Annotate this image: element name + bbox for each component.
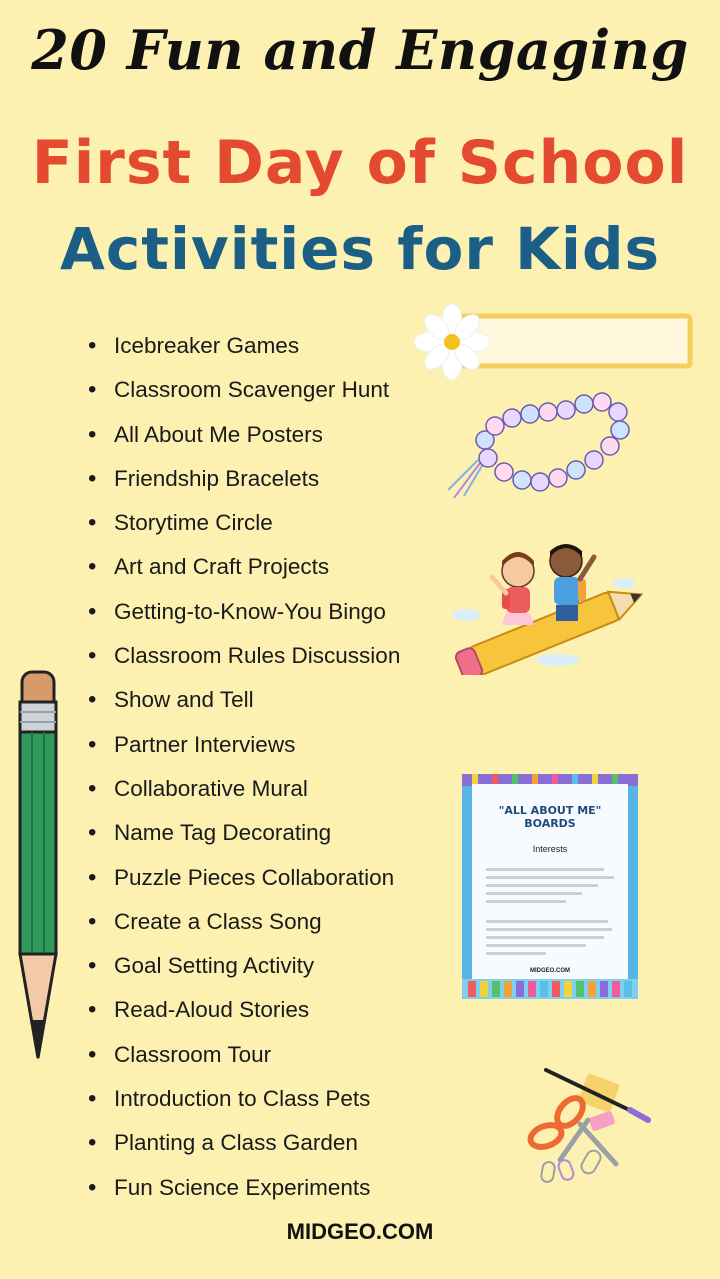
- list-item: • Storytime Circle: [88, 503, 400, 547]
- board-text-line: [486, 920, 608, 923]
- list-item: • Getting-to-Know-You Bingo: [88, 592, 400, 636]
- board-text-line: [486, 928, 612, 931]
- list-item: • Planting a Class Garden: [88, 1123, 400, 1167]
- pencil-icon: [8, 668, 68, 1070]
- list-item: • Introduction to Class Pets: [88, 1079, 400, 1123]
- headline-sub: Activities for Kids: [60, 215, 660, 283]
- board-subtitle: Interests: [532, 844, 568, 854]
- board-paper: [472, 784, 628, 980]
- list-item: • Friendship Bracelets: [88, 459, 400, 503]
- all-about-me-board-preview: [462, 774, 638, 999]
- list-item: • All About Me Posters: [88, 415, 400, 459]
- flower-label-icon: [408, 300, 698, 385]
- list-item: • Partner Interviews: [88, 725, 400, 769]
- list-item: • Classroom Rules Discussion: [88, 636, 400, 680]
- list-item: • Classroom Tour: [88, 1035, 400, 1079]
- board-text-line: [486, 876, 614, 879]
- scissors-supplies-icon: [520, 1064, 660, 1194]
- kids-on-pencil-icon: [448, 535, 658, 675]
- crayons-bottom-icon: [462, 979, 638, 999]
- board-text-line: [486, 952, 546, 955]
- board-text-line: [486, 900, 566, 903]
- board-title-line2: BOARDS: [524, 817, 576, 830]
- board-title: [472, 804, 628, 830]
- board-text-line: [486, 892, 582, 895]
- list-item: • Name Tag Decorating: [88, 813, 400, 857]
- list-item: • Fun Science Experiments: [88, 1168, 400, 1212]
- list-item: • Show and Tell: [88, 680, 400, 724]
- list-item: • Classroom Scavenger Hunt: [88, 370, 400, 414]
- board-text-line: [486, 884, 598, 887]
- list-item: • Collaborative Mural: [88, 769, 400, 813]
- bracelet-icon: [440, 390, 640, 505]
- headline-main: First Day of School: [31, 128, 689, 198]
- list-item: • Goal Setting Activity: [88, 946, 400, 990]
- list-item: • Icebreaker Games: [88, 326, 400, 370]
- board-text-line: [486, 936, 604, 939]
- board-site: MIDGEO.COM: [530, 968, 570, 974]
- list-item: • Puzzle Pieces Collaboration: [88, 858, 400, 902]
- site-footer: MIDGEO.COM: [286, 1219, 434, 1244]
- activity-list: [88, 326, 400, 1212]
- board-text-line: [486, 944, 586, 947]
- board-text-line: [486, 868, 604, 871]
- headline-script: 20 Fun and Engaging: [31, 18, 689, 82]
- list-item: • Create a Class Song: [88, 902, 400, 946]
- board-title-line1: "ALL ABOUT ME": [498, 804, 602, 817]
- list-item: • Art and Craft Projects: [88, 547, 400, 591]
- list-item: • Read-Aloud Stories: [88, 990, 400, 1034]
